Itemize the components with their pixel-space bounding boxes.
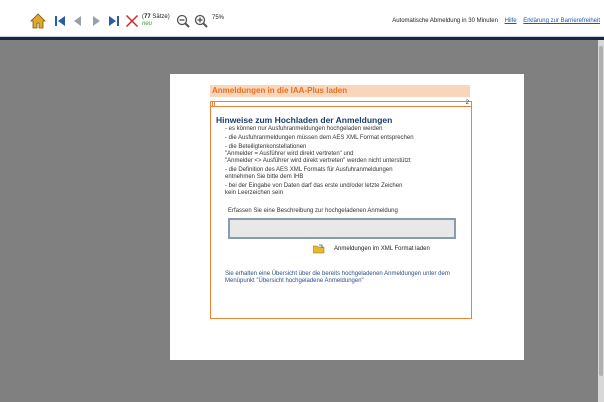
overview-info-text: Sie erhalten eine Übersicht über die bereits hochgeladenen Anmeldungen unter dem Menüpunkt "Übersicht hochgeladene Anmeldungen"	[225, 271, 450, 284]
folder-upload-icon	[313, 244, 325, 254]
vertical-scrollbar[interactable]	[598, 40, 604, 402]
content-page	[170, 74, 524, 360]
panel-header	[211, 102, 471, 107]
description-input[interactable]	[228, 218, 456, 239]
record-count: (77 Sätze) neu	[142, 14, 170, 27]
zoom-in-icon[interactable]	[193, 13, 209, 29]
hints-heading: Hinweise zum Hochladen der Anmeldungen	[216, 115, 393, 125]
first-record-icon[interactable]	[52, 13, 68, 29]
zoom-out-icon[interactable]	[175, 13, 191, 29]
previous-record-icon[interactable]	[70, 13, 86, 29]
help-link[interactable]: Hilfe	[504, 18, 517, 24]
upload-panel	[210, 101, 472, 319]
zoom-level: 75%	[212, 15, 225, 21]
header-band	[0, 37, 604, 40]
hint-item: - die Ausfuhranmeldungen müssen dem AES XML Format entsprechen	[225, 135, 414, 141]
top-links	[392, 18, 600, 24]
accessibility-link[interactable]: Erklärung zur Barrierefreiheit	[523, 18, 600, 24]
hint-item: - es können nur Ausfuhranmeldungen hochgeladen werden	[225, 126, 383, 132]
panel-marker	[212, 102, 215, 107]
panel-number: 2	[465, 100, 469, 106]
auto-logout-text: Automatische Abmeldung in 30 Minuten	[392, 18, 498, 24]
last-record-icon[interactable]	[106, 13, 122, 29]
home-icon[interactable]	[30, 13, 46, 29]
new-label: neu	[142, 21, 153, 27]
next-record-icon[interactable]	[88, 13, 104, 29]
description-label: Erfassen Sie eine Beschreibung zur hochgeladenen Anmeldung	[228, 208, 398, 214]
delete-icon[interactable]	[124, 13, 140, 29]
page-title: Anmeldungen in die IAA-Plus laden	[210, 85, 470, 97]
hint-item: - bei der Eingabe von Daten darf das erste und/oder letzte Zeichen kein Leerzeichen sein	[225, 183, 403, 196]
hints-list	[225, 126, 465, 199]
hint-item: - die Definition des AES XML Formats für Ausfuhranmeldungen entnehmen Sie bitte dem IHB	[225, 167, 393, 180]
upload-xml-label: Anmeldungen im XML Format laden	[334, 246, 430, 252]
upload-xml-button[interactable]	[313, 244, 430, 254]
hint-item: - die Beteiligtenkonstellationen "Anmelder = Ausführer wird direkt vertreten" und "Anmelder <> Ausführer wird direkt vertreten" werden nicht unterstützt	[225, 144, 411, 164]
scrollbar-thumb[interactable]	[599, 46, 603, 376]
toolbar	[0, 0, 604, 37]
